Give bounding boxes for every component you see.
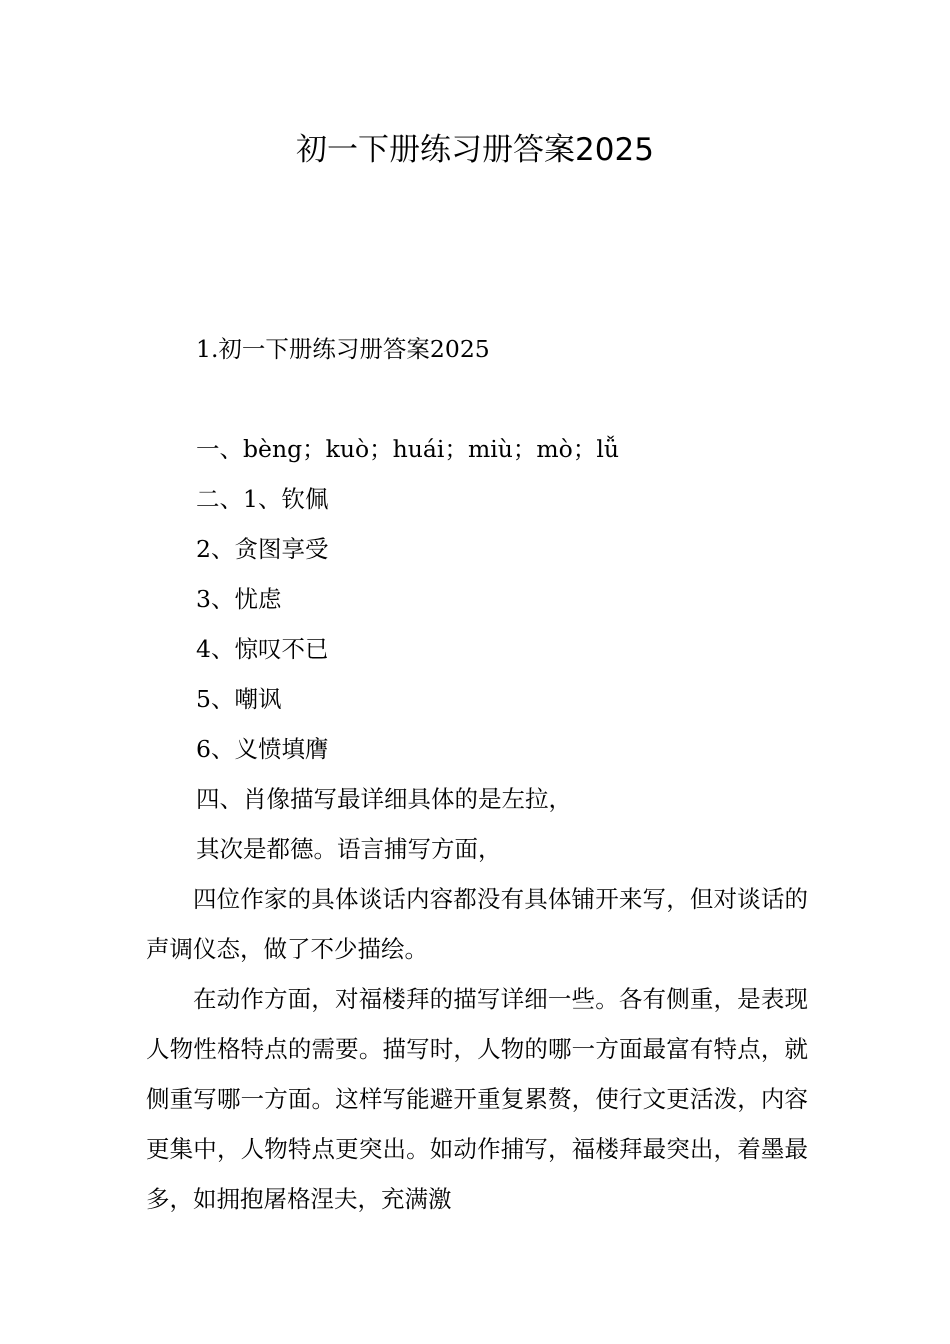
answer-line-4-b: 其次是都德。语言捕写方面， [196, 835, 502, 863]
answer-line-2-5: 5、嘲讽 [196, 685, 282, 713]
paragraph-dialogue: 四位作家的具体谈话内容都没有具体铺开来写，但对谈话的声调仪态，做了不少描绘。 [146, 885, 808, 963]
answer-line-4-a: 四、肖像描写最详细具体的是左拉， [196, 785, 572, 813]
paragraph-action: 在动作方面，对福楼拜的描写详细一些。各有侧重，是表现人物性格特点的需要。描写时，人物的哪一方面最富有特点，就侧重写哪一方面。这样写能避开重复累赘，使行文更活泼，内容更集中，人物特点更突出。如动作捕写，福楼拜最突出，着墨最多，如拥抱屠格涅夫，充满激 [146, 985, 808, 1213]
answer-line-2-6: 6、义愤填膺 [196, 735, 329, 763]
answer-line-2-1: 二、1、钦佩 [196, 485, 329, 513]
answer-line-2-2: 2、贪图享受 [196, 535, 329, 563]
answer-line-2-4: 4、惊叹不已 [196, 635, 329, 663]
document-title: 初一下册练习册答案2025 [296, 132, 654, 168]
answer-line-2-3: 3、忧虑 [196, 585, 282, 613]
answer-line-pinyin: 一、bèng；kuò；huái；miù；mò；lǚ [196, 435, 619, 463]
section-heading: 1.初一下册练习册答案2025 [196, 335, 490, 363]
